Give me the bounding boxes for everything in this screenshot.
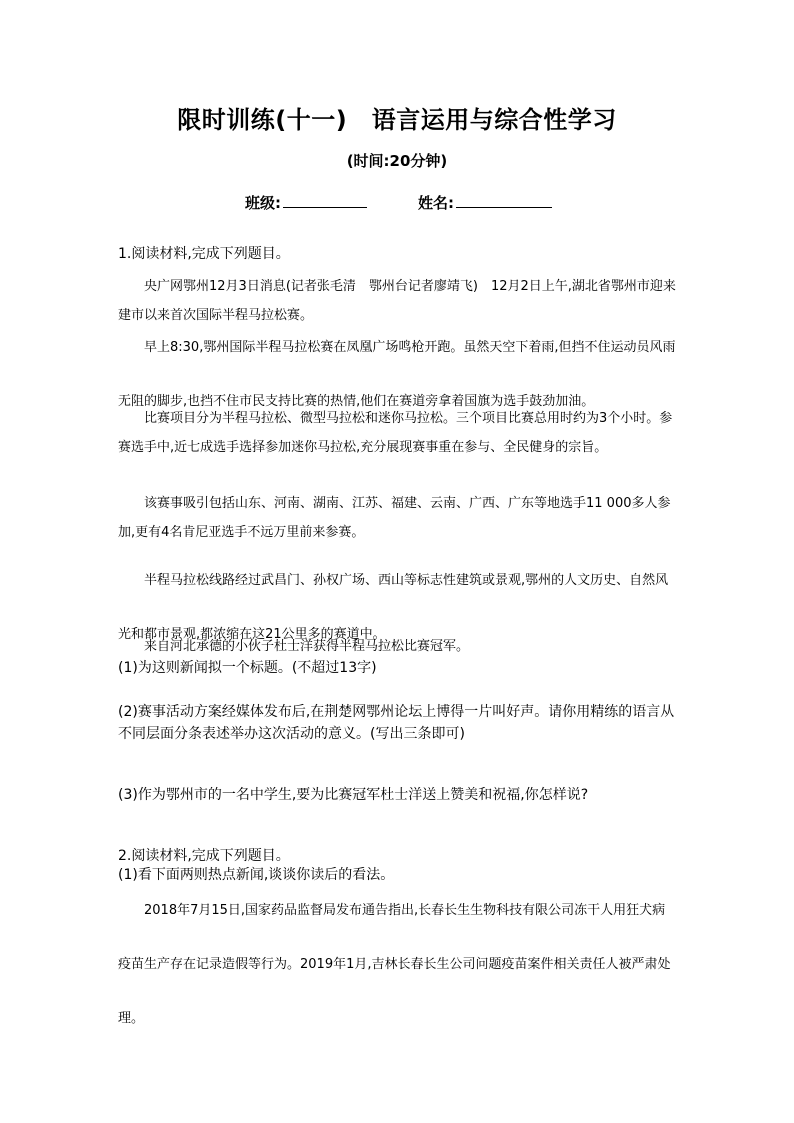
time-limit: (时间:20分钟) bbox=[346, 152, 448, 170]
q1-paragraph-5: 半程马拉松线路经过武昌门、孙权广场、西山等标志性建筑或景观,鄂州的人文历史、自然风光和都市景观,都浓缩在这21公里多的赛道中。 bbox=[118, 573, 669, 642]
q1-sub-question-3: (3)作为鄂州市的一名中学生,要为比赛冠军杜士洋送上赞美和祝福,你怎样说? bbox=[118, 787, 589, 803]
q2-heading: 2.阅读材料,完成下列题目。 bbox=[118, 848, 290, 864]
q2-sub-question-1: (1)看下面两则热点新闻,谈谈你读后的看法。 bbox=[118, 867, 395, 883]
q1-paragraph-2: 早上8:30,鄂州国际半程马拉松赛在凤凰广场鸣枪开跑。虽然天空下着雨,但挡不住运动员风雨无阻的脚步,也挡不住市民支持比赛的热情,他们在赛道旁拿着国旗为选手鼓劲加油。 bbox=[118, 340, 676, 409]
name-label: 姓名: bbox=[418, 194, 454, 212]
q1-heading: 1.阅读材料,完成下列题目。 bbox=[118, 246, 290, 262]
name-blank[interactable] bbox=[456, 193, 552, 208]
q1-paragraph-3: 比赛项目分为半程马拉松、微型马拉松和迷你马拉松。三个项目比赛总用时约为3个小时。参赛选手中,近七成选手选择参加迷你马拉松,充分展现赛事重在参与、全民健身的宗旨。 bbox=[118, 411, 673, 455]
q1-paragraph-4: 该赛事吸引包括山东、河南、湖南、江苏、福建、云南、广西、广东等地选手11 000多人参加,更有4名肯尼亚选手不远万里前来参赛。 bbox=[118, 496, 671, 540]
page-title: 限时训练(十一) 语言运用与综合性学习 bbox=[177, 106, 617, 134]
q1-paragraph-6: 来自河北承德的小伙子杜士洋获得半程马拉松比赛冠军。 bbox=[144, 639, 470, 654]
q1-sub-question-2: (2)赛事活动方案经媒体发布后,在荆楚网鄂州论坛上博得一片叫好声。请你用精练的语言从不同层面分条表述举办这次活动的意义。(写出三条即可) bbox=[118, 704, 675, 742]
q2-paragraph-1: 2018年7月15日,国家药品监督局发布通告指出,长春长生生物科技有限公司冻干人用狂犬病疫苗生产存在记录造假等行为。2019年1月,吉林长春长生公司问题疫苗案件相关责任人被严肃处理。 bbox=[118, 903, 671, 1026]
class-field bbox=[245, 192, 367, 213]
q1-sub-question-1: (1)为这则新闻拟一个标题。(不超过13字) bbox=[118, 660, 377, 676]
class-blank[interactable] bbox=[283, 193, 367, 208]
q1-paragraph-1: 央广网鄂州12月3日消息(记者张毛清 鄂州台记者廖靖飞) 12月2日上午,湖北省鄂州市迎来建市以来首次国际半程马拉松赛。 bbox=[118, 279, 676, 323]
name-field bbox=[418, 192, 552, 213]
class-label: 班级: bbox=[245, 194, 281, 212]
